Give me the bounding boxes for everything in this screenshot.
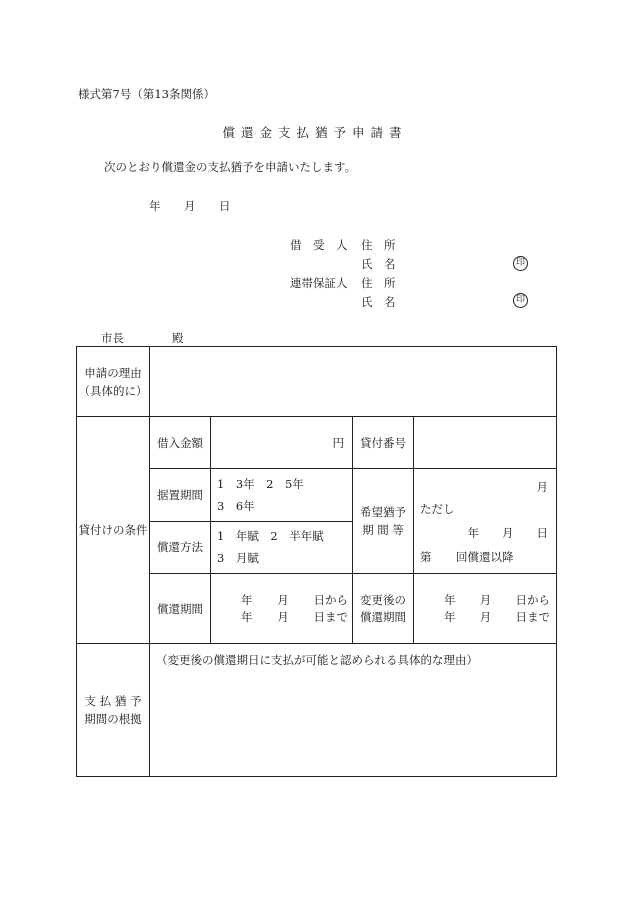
basis-label-line2: 期間の根拠 [84, 712, 142, 726]
desired-label-line2: 期 間 等 [362, 523, 404, 537]
borrower-address-label: 住 所 [361, 238, 396, 252]
basis-row [77, 644, 557, 777]
conditions-label: 貸付けの条件 [78, 523, 148, 537]
desired-period-label-cell [353, 469, 414, 574]
loan-amount-label-cell [150, 417, 211, 469]
reason-label-line1: 申請の理由 [84, 365, 142, 380]
yen-label: 円 [332, 435, 344, 450]
desired-ymd-label: 年 月 日 [467, 526, 548, 540]
conditions-label-cell [77, 417, 150, 644]
deferment-option-line1: 1 3年 2 5年 [217, 476, 304, 491]
basis-label-line1: 支 払 猶 予 [84, 694, 142, 708]
date-year-label: 年 [149, 199, 161, 213]
changed-from-year: 年 [444, 592, 456, 607]
loan-amount-row [77, 417, 557, 469]
repayment-period-input-cell[interactable] [211, 574, 353, 644]
loan-number-label: 貸付番号 [360, 435, 406, 450]
repayment-until-year: 年 [241, 609, 253, 624]
changed-until-month: 月 [479, 609, 492, 624]
deferment-options-cell[interactable] [211, 469, 353, 522]
repayment-from-line [241, 592, 348, 609]
changed-from-day: 日から [515, 592, 550, 607]
desired-period-input-cell[interactable] [414, 469, 557, 574]
repayment-until-month: 月 [277, 609, 289, 624]
guarantor-seal-icon: 印 [513, 293, 528, 308]
repayment-method-label-cell [150, 521, 211, 574]
repayment-method-label: 償還方法 [157, 540, 203, 555]
method-option-line1: 1 年賦 2 半年賦 [217, 529, 324, 544]
repayment-from-year: 年 [241, 592, 253, 607]
repayment-method-options-cell[interactable] [211, 521, 353, 574]
date-day-label: 日 [219, 199, 231, 213]
borrower-seal-icon: 印 [513, 256, 528, 271]
form-title-text: 償還金支払猶予申請書 [222, 125, 408, 140]
repayment-period-label-cell [150, 574, 211, 644]
basis-note: （変更後の償還期日に支払が可能と認められる具体的な理由） [156, 653, 478, 667]
borrower-label: 借 受 人 [290, 238, 348, 252]
changed-until-year: 年 [444, 609, 456, 624]
basis-input-cell[interactable] [150, 644, 557, 777]
date-month-label: 月 [184, 199, 196, 213]
form-number: 様式第7号（第13条関係） [78, 87, 215, 101]
guarantor-name-label: 氏 名 [361, 295, 396, 309]
reason-input-cell[interactable] [150, 347, 557, 417]
basis-label-cell [77, 644, 150, 777]
changed-from-line [444, 592, 550, 609]
loan-number-input-cell[interactable] [414, 417, 557, 469]
borrower-name-label: 氏 名 [361, 257, 396, 271]
changed-label-line1: 変更後の [360, 592, 406, 607]
desired-dai-label: 第 [420, 550, 432, 564]
deferment-label-cell [150, 469, 211, 522]
repayment-until-day: 日まで [313, 609, 348, 624]
changed-period-label-cell [353, 574, 414, 644]
method-option-line2: 3 月賦 [217, 551, 259, 566]
guarantor-label: 連帯保証人 [290, 276, 348, 290]
reason-label-cell [77, 347, 150, 417]
changed-from-month: 月 [479, 592, 492, 607]
loan-number-label-cell [353, 417, 414, 469]
changed-until-line [444, 609, 550, 626]
deferment-period-label: 据置期間 [157, 487, 203, 502]
addressee-mayor: 市長 [101, 331, 124, 345]
intro-text: 次のとおり償還金の支払猶予を申請いたします。 [104, 160, 357, 174]
reason-row [77, 347, 557, 417]
desired-month-label: 月 [536, 480, 548, 494]
loan-amount-input-cell[interactable] [211, 417, 353, 469]
form-title [0, 123, 630, 141]
desired-label-line1: 希望猶予 [360, 505, 406, 519]
changed-label-line2: 償還期間 [360, 609, 406, 624]
repayment-from-month: 月 [277, 592, 289, 607]
deferment-option-line2: 3 6年 [217, 498, 255, 513]
changed-period-input-cell[interactable] [414, 574, 557, 644]
guarantor-address-label: 住 所 [361, 276, 396, 290]
repayment-period-label: 償還期間 [157, 601, 203, 616]
repayment-until-line [241, 609, 348, 626]
repayment-from-day: 日から [313, 592, 348, 607]
desired-however-label: ただし [420, 502, 455, 516]
addressee-honorific: 殿 [172, 331, 184, 345]
desired-installment-label: 回償還以降 [456, 550, 514, 564]
application-form-table [76, 346, 557, 777]
reason-label-line2: （具体的に） [78, 383, 148, 398]
changed-until-day: 日まで [515, 609, 550, 624]
loan-amount-label: 借入金額 [157, 435, 203, 450]
